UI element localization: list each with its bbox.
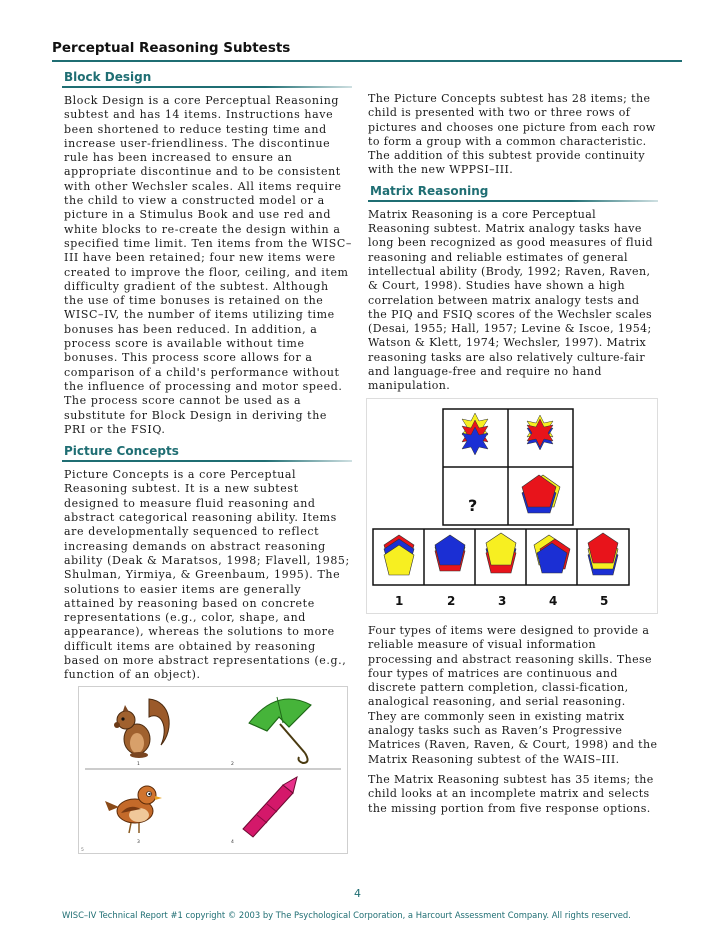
right-column-lower	[368, 624, 658, 822]
option-label-4: 4	[549, 594, 558, 608]
left-column	[62, 70, 352, 690]
squirrel-picture	[114, 699, 169, 758]
picture-concepts-continued-text: The Picture Concepts subtest has 28 items; the child is presented with two or three rows of pictures and chooses one picture from each row to form a group with a common characteristic. The addition of this subtest provide continuity with the new WPPSI–III.	[368, 92, 656, 177]
picture-concepts-figure	[78, 686, 348, 854]
matrix-reasoning-types-text: Four types of items were designed to provide a reliable measure of visual information processing and abstract reasoning skills. These four types of matrices are continuous and discrete pattern completion, classi-fication, analogical reasoning, and serial reasoning. They are commonly seen in existing matrix analogy tasks such as Raven’s Progressive Matrices (Raven, Raven, & Court, 1998) and the Matrix Reasoning subtest of the WAIS–III.	[368, 624, 658, 766]
matrix-reasoning-items-text: The Matrix Reasoning subtest has 35 items; the child looks at an incomplete matrix and selects the missing portion from five response options.	[368, 772, 654, 815]
page-title-rule	[52, 60, 682, 62]
copyright-footer: WISC–IV Technical Report #1 copyright © 2003 by The Psychological Corporation, a Harcourt Assessment Company. All rights reserved.	[62, 910, 631, 920]
figure-corner-label: 5	[81, 848, 84, 853]
matrix-reasoning-heading: Matrix Reasoning	[370, 183, 489, 198]
figure-label-3: 3	[137, 840, 140, 845]
bird-picture	[105, 786, 162, 833]
matrix-reasoning-figure-svg	[367, 399, 657, 613]
page-title: Perceptual Reasoning Subtests	[52, 40, 291, 56]
figure-label-1: 1	[137, 762, 140, 767]
matrix-reasoning-text: Matrix Reasoning is a core Perceptual Reasoning subtest. Matrix analogy tasks have long been recognized as good measures of fluid reasoning and reliable estimates of general intellectual ability (Brody, 1992; Raven, Raven, & Court, 1998). Studies have shown a high correlation between matrix analogy tests and the PIQ and FSIQ scores of the Wechsler scales (Desai, 1955; Hall, 1957; Levine & Iscoe, 1954; Watson & Klett, 1974; Wechsler, 1997). Matrix reasoning tasks are also relatively culture-fair and language-free and require no hand manipulation.	[368, 207, 653, 393]
matrix-reasoning-figure	[366, 398, 658, 614]
umbrella-picture	[249, 697, 311, 763]
option-label-5: 5	[600, 594, 609, 608]
picture-concepts-figure-svg	[79, 687, 347, 853]
block-design-text: Block Design is a core Perceptual Reasoning subtest and has 14 items. Instructions have been shortened to reduce testing time and increase user-friendliness. The discontinue rule has been increased to ensure an appropriate discontinue and to be consistent with other Wechsler scales. All items require the child to view a constructed model or a picture in a Stimulus Book and use red and white blocks to re-create the design within a specified time limit. Ten items from the WISC–III have been retained; four new items were created to improve the floor, ceiling, and item difficulty gradient of the subtest. Although the use of time bonuses is retained on the WISC–IV, the number of items utilizing time bonuses has been reduced. In addition, a process score is available without time bonuses. This process score allows for a comparison of a child's performance without the influence of processing and motor speed. The process score cannot be used as a substitute for Block Design in deriving the PRI or the FSIQ.	[64, 94, 352, 436]
block-design-heading: Block Design	[64, 70, 152, 84]
picture-concepts-heading: Picture Concepts	[64, 444, 179, 459]
crayon-picture	[243, 777, 297, 837]
option-label-2: 2	[447, 594, 456, 608]
option-label-1: 1	[395, 594, 404, 608]
figure-label-2: 2	[231, 762, 234, 767]
block-design-rule	[62, 86, 352, 88]
page-number: 4	[354, 887, 361, 900]
picture-concepts-text: Picture Concepts is a core Perceptual Reasoning subtest. It is a new subtest designed to measure fluid reasoning and abstract categorical reasoning ability. Items are developmentally sequenced to reflect increasing demands on abstract reasoning ability (Deak & Maratsos, 1998; Flavell, 1985; Shulman, Yirmiya, & Greenbaum, 1995). The solutions to easier items are generally attained by reasoning based on concrete representations (e.g., color, shape, and appearance), whereas the solutions to more difficult items are obtained by reasoning based on more abstract representations (e.g., function of an object).	[64, 468, 350, 682]
matrix-missing-mark: ?	[468, 496, 478, 515]
figure-label-4: 4	[231, 840, 234, 845]
right-column	[368, 92, 658, 400]
option-label-3: 3	[498, 594, 507, 608]
matrix-reasoning-rule	[368, 200, 658, 202]
picture-concepts-rule	[62, 460, 352, 462]
